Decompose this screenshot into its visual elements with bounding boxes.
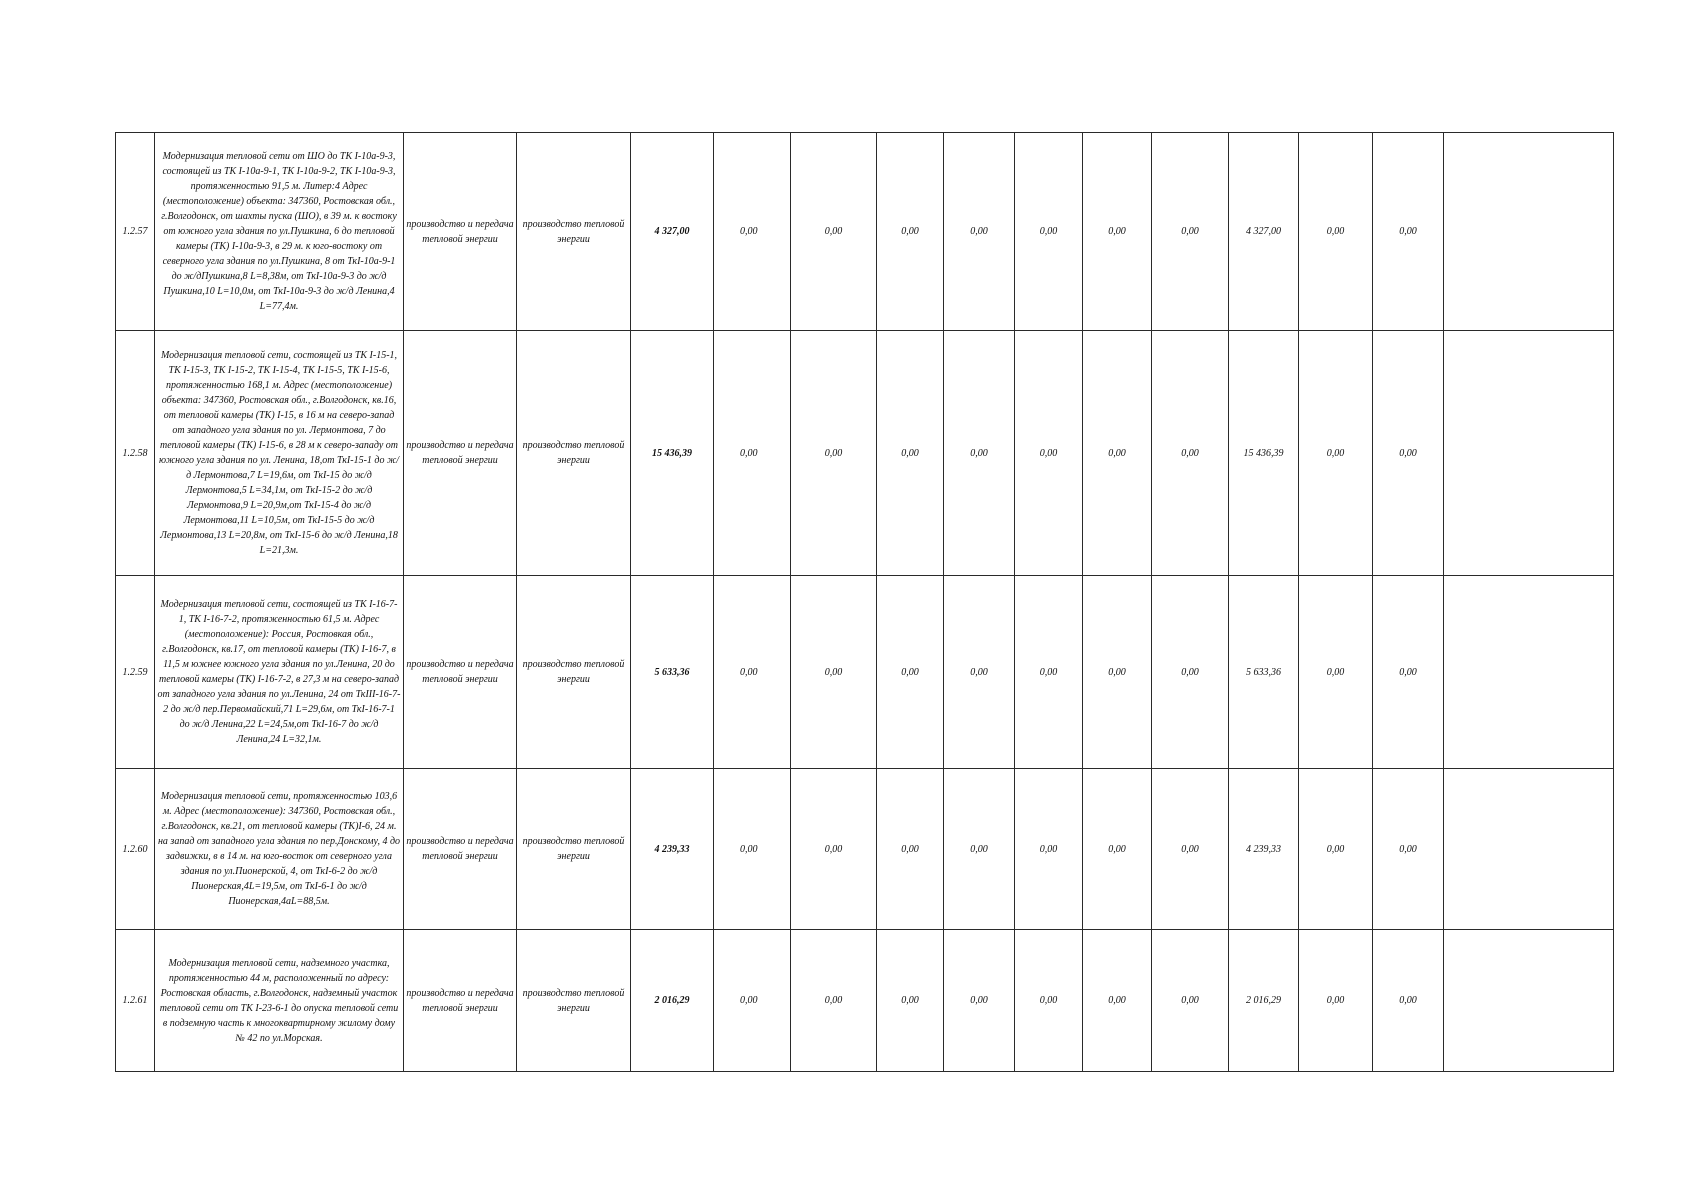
- value-cell: 4 327,00: [1229, 133, 1299, 331]
- value-cell: 0,00: [714, 576, 791, 769]
- value-cell: 0,00: [1083, 769, 1152, 930]
- total-value: 5 633,36: [631, 576, 714, 769]
- value-cell: [1444, 930, 1614, 1072]
- value-cell: [1444, 769, 1614, 930]
- value-cell: [1444, 331, 1614, 576]
- value-cell: 2 016,29: [1229, 930, 1299, 1072]
- value-cell: 0,00: [791, 576, 877, 769]
- value-cell: 0,00: [714, 331, 791, 576]
- table-body: [116, 133, 1614, 1072]
- activity-subtype: производство тепловой энергии: [517, 769, 631, 930]
- value-cell: 0,00: [1083, 576, 1152, 769]
- value-cell: 0,00: [1152, 576, 1229, 769]
- activity-type: производство и передача тепловой энергии: [404, 930, 517, 1072]
- activity-type: производство и передача тепловой энергии: [404, 133, 517, 331]
- value-cell: 0,00: [791, 769, 877, 930]
- activity-type: производство и передача тепловой энергии: [404, 331, 517, 576]
- value-cell: 0,00: [944, 769, 1015, 930]
- value-cell: 0,00: [944, 576, 1015, 769]
- activity-subtype: производство тепловой энергии: [517, 930, 631, 1072]
- activity-subtype: производство тепловой энергии: [517, 133, 631, 331]
- value-cell: 0,00: [791, 133, 877, 331]
- value-cell: 0,00: [1299, 331, 1373, 576]
- value-cell: 0,00: [1299, 576, 1373, 769]
- value-cell: 0,00: [1299, 930, 1373, 1072]
- value-cell: [1444, 133, 1614, 331]
- value-cell: 0,00: [1152, 930, 1229, 1072]
- value-cell: 0,00: [877, 331, 944, 576]
- object-description: Модернизация тепловой сети от ШО до ТК I-10а-9-3, состоящей из ТК I-10а-9-1, ТК I-10а-9-2, ТК I-10а-9-3, протяженностью 91,5 м. Литер:4 Адрес (местоположение) объекта: 347360, Ростовская обл., г.Волгодонск, от шахты пуска (ШО), в 39 м. к востоку от южного угла здания по ул.Пушкина, 6 до тепловой камеры (ТК) I-10а-9-3, в 29 м. к юго-востоку от северного угла здания по ул.Пушкина, 8 от ТкI-10а-9-1 до ж/дПушкина,8 L=8,38м, от ТкI-10а-9-3 до ж/д Пушкина,10 L=10,0м, от ТкI-10а-9-3 до ж/д Ленина,4 L=77,4м.: [155, 133, 404, 331]
- activity-type: производство и передача тепловой энергии: [404, 769, 517, 930]
- value-cell: 0,00: [944, 930, 1015, 1072]
- total-value: 4 239,33: [631, 769, 714, 930]
- value-cell: 15 436,39: [1229, 331, 1299, 576]
- object-description: Модернизация тепловой сети, состоящей из ТК I-15-1, ТК I-15-3, ТК I-15-2, ТК I-15-4, ТК I-15-5, ТК I-15-6, протяженностью 168,1 м. Адрес (местоположение) объекта: 347360, Ростовская обл., г.Волгодонск, кв.16, от тепловой камеры (ТК) I-15, в 16 м на северо-запад от западного угла здания по ул. Лермонтова, 7 до тепловой камеры (ТК) I-15-6, в 28 м к северо-западу от южного угла здания по ул. Ленина, 18,от ТкI-15-1 до ж/д Лермонтова,7 L=19,6м, от ТкI-15 до ж/д Лермонтова,5 L=34,1м, от ТкI-15-2 до ж/д Лермонтова,9 L=20,9м,от ТкI-15-4 до ж/д Лермонтова,11 L=10,5м, от ТкI-15-5 до ж/д Лермонтова,13 L=20,8м, от ТкI-15-6 до ж/д Ленина,18 L=21,3м.: [155, 331, 404, 576]
- value-cell: 0,00: [791, 930, 877, 1072]
- value-cell: 0,00: [1373, 133, 1444, 331]
- table-row: [116, 769, 1614, 930]
- activity-subtype: производство тепловой энергии: [517, 576, 631, 769]
- table-row: [116, 576, 1614, 769]
- activity-type: производство и передача тепловой энергии: [404, 576, 517, 769]
- value-cell: 0,00: [1015, 769, 1083, 930]
- value-cell: 0,00: [1152, 331, 1229, 576]
- value-cell: 0,00: [791, 331, 877, 576]
- value-cell: 0,00: [1015, 331, 1083, 576]
- value-cell: 0,00: [944, 133, 1015, 331]
- table-row: [116, 331, 1614, 576]
- value-cell: 0,00: [1083, 930, 1152, 1072]
- object-description: Модернизация тепловой сети, протяженностью 103,6 м. Адрес (местоположение): 347360, Ростовская обл., г.Волгодонск, кв.21, от тепловой камеры (ТК)I-6, 24 м. на запад от западного угла здания по пер.Донскому, 4 до задвижки, в в 14 м. на юго-восток от северного угла здания по ул.Пионерской, 4, от ТкI-6-2 до ж/д Пионерская,4L=19,5м, от ТкI-6-1 до ж/д Пионерская,4аL=88,5м.: [155, 769, 404, 930]
- value-cell: 5 633,36: [1229, 576, 1299, 769]
- total-value: 2 016,29: [631, 930, 714, 1072]
- value-cell: 0,00: [877, 769, 944, 930]
- row-number: 1.2.59: [116, 576, 155, 769]
- total-value: 4 327,00: [631, 133, 714, 331]
- value-cell: 0,00: [1015, 930, 1083, 1072]
- value-cell: 0,00: [1152, 769, 1229, 930]
- row-number: 1.2.57: [116, 133, 155, 331]
- total-value: 15 436,39: [631, 331, 714, 576]
- value-cell: 0,00: [714, 769, 791, 930]
- value-cell: 0,00: [1083, 133, 1152, 331]
- row-number: 1.2.58: [116, 331, 155, 576]
- value-cell: 0,00: [1373, 769, 1444, 930]
- value-cell: 0,00: [877, 930, 944, 1072]
- value-cell: 0,00: [714, 133, 791, 331]
- value-cell: 0,00: [1152, 133, 1229, 331]
- value-cell: 0,00: [1299, 769, 1373, 930]
- value-cell: 0,00: [1015, 133, 1083, 331]
- row-number: 1.2.61: [116, 930, 155, 1072]
- value-cell: 0,00: [1299, 133, 1373, 331]
- table-row: [116, 133, 1614, 331]
- investment-program-table: [115, 132, 1614, 1072]
- value-cell: 0,00: [1373, 331, 1444, 576]
- value-cell: 0,00: [877, 133, 944, 331]
- value-cell: 0,00: [877, 576, 944, 769]
- value-cell: 0,00: [1373, 576, 1444, 769]
- value-cell: [1444, 576, 1614, 769]
- activity-subtype: производство тепловой энергии: [517, 331, 631, 576]
- row-number: 1.2.60: [116, 769, 155, 930]
- object-description: Модернизация тепловой сети, надземного участка, протяженностью 44 м, расположенный по адресу: Ростовская область, г.Волгодонск, надземный участок тепловой сети от ТК I-23-6-1 до опуска тепловой сети в подземную часть к многоквартирному жилому дому № 42 по ул.Морская.: [155, 930, 404, 1072]
- object-description: Модернизация тепловой сети, состоящей из ТК I-16-7-1, ТК I-16-7-2, протяженностью 61,5 м. Адрес (местоположение): Россия, Ростовкая обл., г.Волгодонск, кв.17, от тепловой камеры (ТК) I-16-7, в 11,5 м южнее южного угла здания по ул.Ленина, 20 до тепловой камеры (ТК) I-16-7-2, в 27,3 м на северо-запад от западного угла здания по ул.Ленина, 24 от ТкIII-16-7-2 до ж/д пер.Первомайский,71 L=29,6м, от ТкI-16-7-1 до ж/д Ленина,22 L=24,5м,от ТкI-16-7 до ж/д Ленина,24 L=32,1м.: [155, 576, 404, 769]
- value-cell: 0,00: [1015, 576, 1083, 769]
- value-cell: 0,00: [714, 930, 791, 1072]
- value-cell: 0,00: [944, 331, 1015, 576]
- value-cell: 0,00: [1373, 930, 1444, 1072]
- value-cell: 0,00: [1083, 331, 1152, 576]
- table-row: [116, 930, 1614, 1072]
- value-cell: 4 239,33: [1229, 769, 1299, 930]
